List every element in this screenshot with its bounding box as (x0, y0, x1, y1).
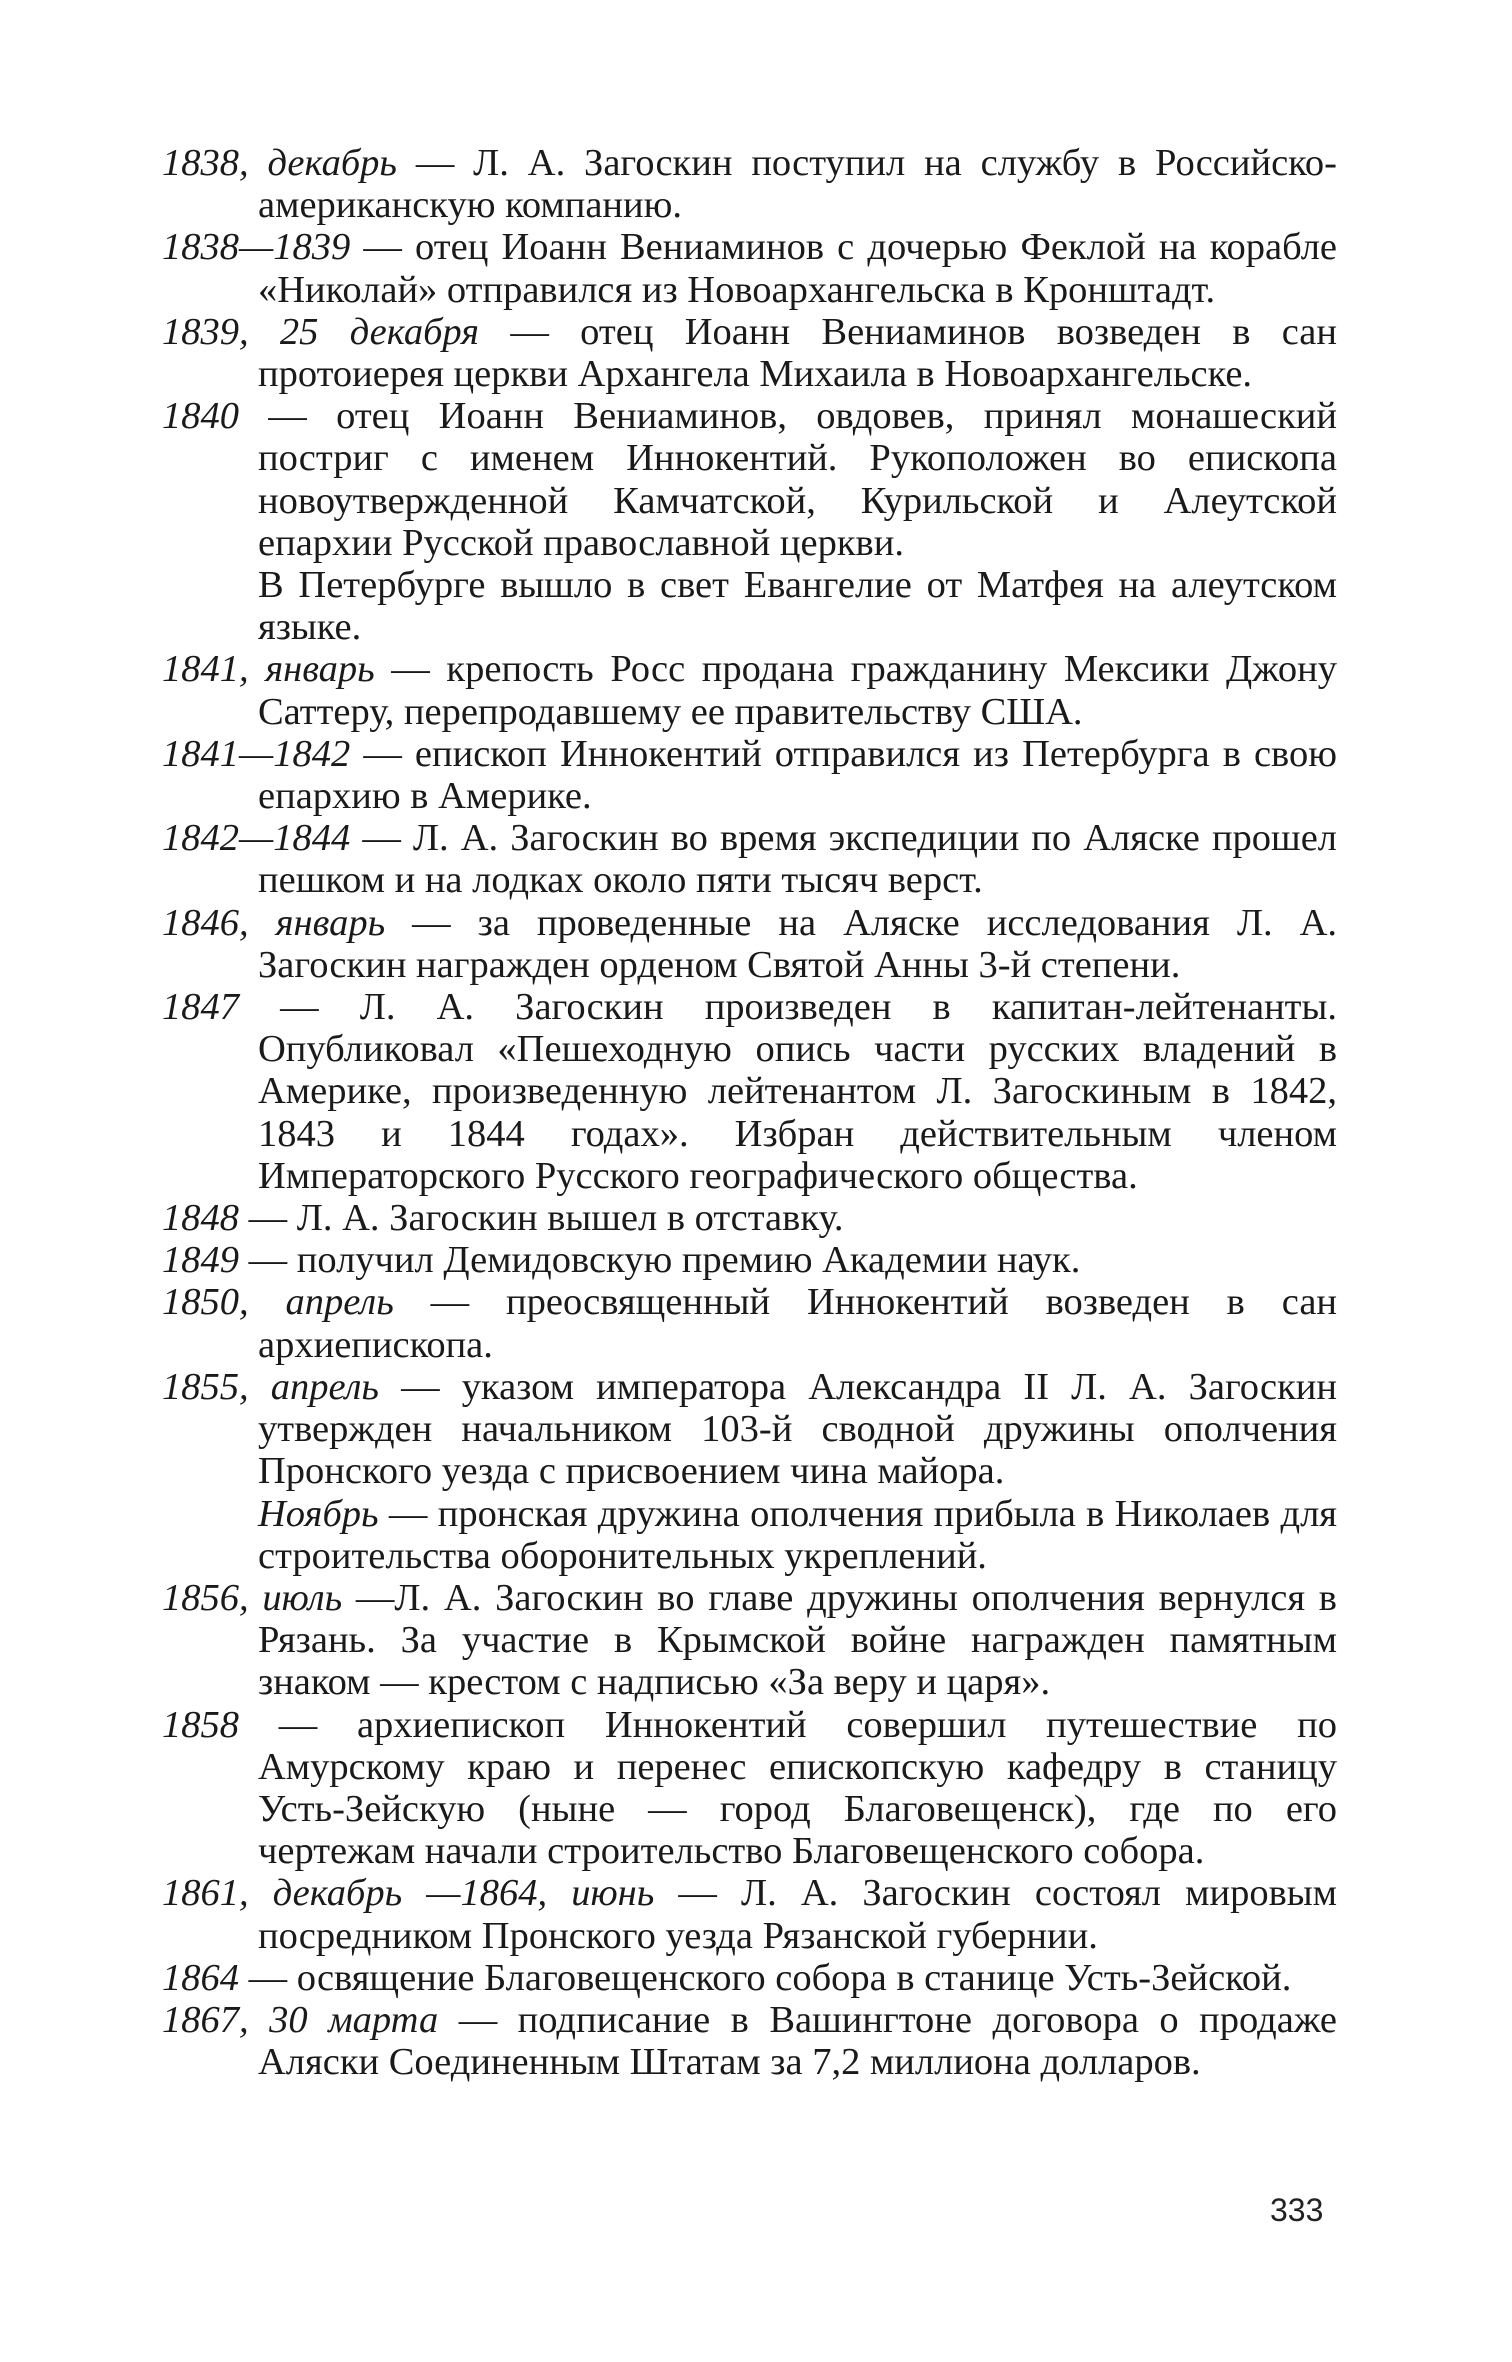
chronology-text (162, 142, 1337, 2083)
chronology-entry (162, 733, 1337, 817)
entry-date: 1867, 30 марта (162, 1998, 439, 2041)
entry-date: Ноябрь (258, 1492, 379, 1535)
entry-text: — освящение Благовещенского собора в станице Усть-Зейской. (239, 1956, 1292, 1999)
entry-date: 1861, декабрь —1864, июнь (162, 1872, 655, 1915)
chronology-entry (162, 1239, 1337, 1281)
chronology-continuation (162, 1493, 1337, 1577)
chronology-entry (162, 226, 1337, 310)
entry-text: — Л. А. Загоскин вышел в отставку. (239, 1197, 844, 1240)
entry-date: 1848 (162, 1197, 239, 1240)
entry-date: 1856, июль (162, 1576, 343, 1619)
chronology-entry (162, 1957, 1337, 1999)
chronology-entry (162, 986, 1337, 1197)
entry-date: 1855, апрель (162, 1365, 379, 1408)
chronology-entry (162, 817, 1337, 901)
entry-text: —Л. А. Загоскин во главе дружины ополчения вернулся в Рязань. За участие в Крымской войне награжден памятным знаком — крестом с надписью «За веру и царя». (258, 1576, 1337, 1704)
entry-date: 1841—1842 (162, 732, 351, 775)
entry-date: 1838, декабрь (162, 142, 397, 184)
entry-text: — указом императора Александра II Л. А. Загоскин утвержден начальником 103-й сводной дружины ополчения Пронского уезда с присвоением чина майора. (258, 1365, 1338, 1493)
chronology-entry (162, 1999, 1337, 2083)
chronology-entry (162, 1704, 1337, 1873)
entry-text: — архиепископ Иннокентий совершил путешествие по Амурскому краю и перенес епископскую кафедру в станицу Усть-Зейскую (ныне — город Благовещенск), где по его чертежам начали строительство Благовещенского собора. (239, 1703, 1337, 1873)
entry-date: 1850, апрель (162, 1281, 394, 1324)
entry-date: 1842—1844 (162, 817, 351, 860)
entry-date: 1840 (162, 395, 239, 438)
entry-text: — преосвященный Иннокентий возведен в сан архиепископа. (258, 1281, 1338, 1366)
chronology-entry (162, 311, 1337, 395)
entry-date: 1846, январь (162, 901, 386, 944)
chronology-entry (162, 1197, 1337, 1239)
entry-date: 1841, январь (162, 648, 375, 691)
entry-text: — пронская дружина ополчения прибыла в Николаев для строительства оборонительных укреплений. (258, 1492, 1337, 1577)
chronology-entry (162, 902, 1337, 986)
entry-text: — Л. А. Загоскин поступил на службу в Российско-американскую компанию. (258, 142, 1337, 227)
chronology-entry (162, 1366, 1337, 1493)
entry-text: — за проведенные на Аляске исследования Л. А. Загоскин награжден орденом Святой Анны 3-й степени. (258, 901, 1337, 986)
entry-date: 1858 (162, 1703, 239, 1746)
entry-date: 1847 (162, 986, 239, 1029)
chronology-entry (162, 142, 1337, 226)
entry-text: — крепость Росс продана гражданину Мексики Джону Саттеру, перепродавшему ее правительству США. (258, 648, 1338, 733)
chronology-entry (162, 1872, 1337, 1956)
entry-text: — Л. А. Загоскин произведен в капитан-лейтенанты. Опубликовал «Пешеходную опись части русских владений в Америке, произведенную лейтенантом Л. Загоскиным в 1842, 1843 и 1844 годах». Избран действительным членом Императорского Русского географического общества. (239, 986, 1337, 1197)
entry-text: — епископ Иннокентий отправился из Петербурга в свою епархию в Америке. (258, 732, 1337, 818)
entry-date: 1839, 25 декабря (162, 310, 480, 353)
entry-date: 1838—1839 (162, 226, 351, 269)
entry-date: 1849 (162, 1239, 239, 1282)
entry-text: — отец Иоанн Вениаминов возведен в сан протоиерея церкви Архангела Михаила в Новоархангельске. (258, 310, 1337, 396)
chronology-entry (162, 1577, 1337, 1704)
entry-text: В Петербурге вышло в свет Евангелие от Матфея на алеутском языке. (258, 564, 1337, 649)
entry-text: — получил Демидовскую премию Академии наук. (239, 1239, 1081, 1282)
chronology-entry (162, 648, 1337, 732)
chronology-entry (162, 395, 1337, 564)
entry-date: 1864 (162, 1956, 239, 1999)
entry-text: — Л. А. Загоскин во время экспедиции по Аляске прошел пешком и на лодках около пяти тысяч верст. (258, 817, 1337, 902)
entry-text: — Л. А. Загоскин состоял мировым посредником Пронского уезда Рязанской губернии. (258, 1872, 1337, 1957)
chronology-entry (162, 1281, 1337, 1365)
entry-text: — отец Иоанн Вениаминов с дочерью Феклой на корабле «Николай» отправился из Новоархангельска в Кронштадт. (258, 226, 1337, 311)
entry-text: — подписание в Вашингтоне договора о продаже Аляски Соединенным Штатам за 7,2 миллиона долларов. (258, 1998, 1337, 2084)
chronology-continuation (162, 564, 1337, 648)
entry-text: — отец Иоанн Вениаминов, овдовев, принял монашеский постриг с именем Иннокентий. Рукоположен во епископа новоутвержденной Камчатской, Курильской и Алеутской епархии Русской православной церкви. (239, 395, 1337, 564)
page-number: 333 (1270, 2192, 1324, 2228)
